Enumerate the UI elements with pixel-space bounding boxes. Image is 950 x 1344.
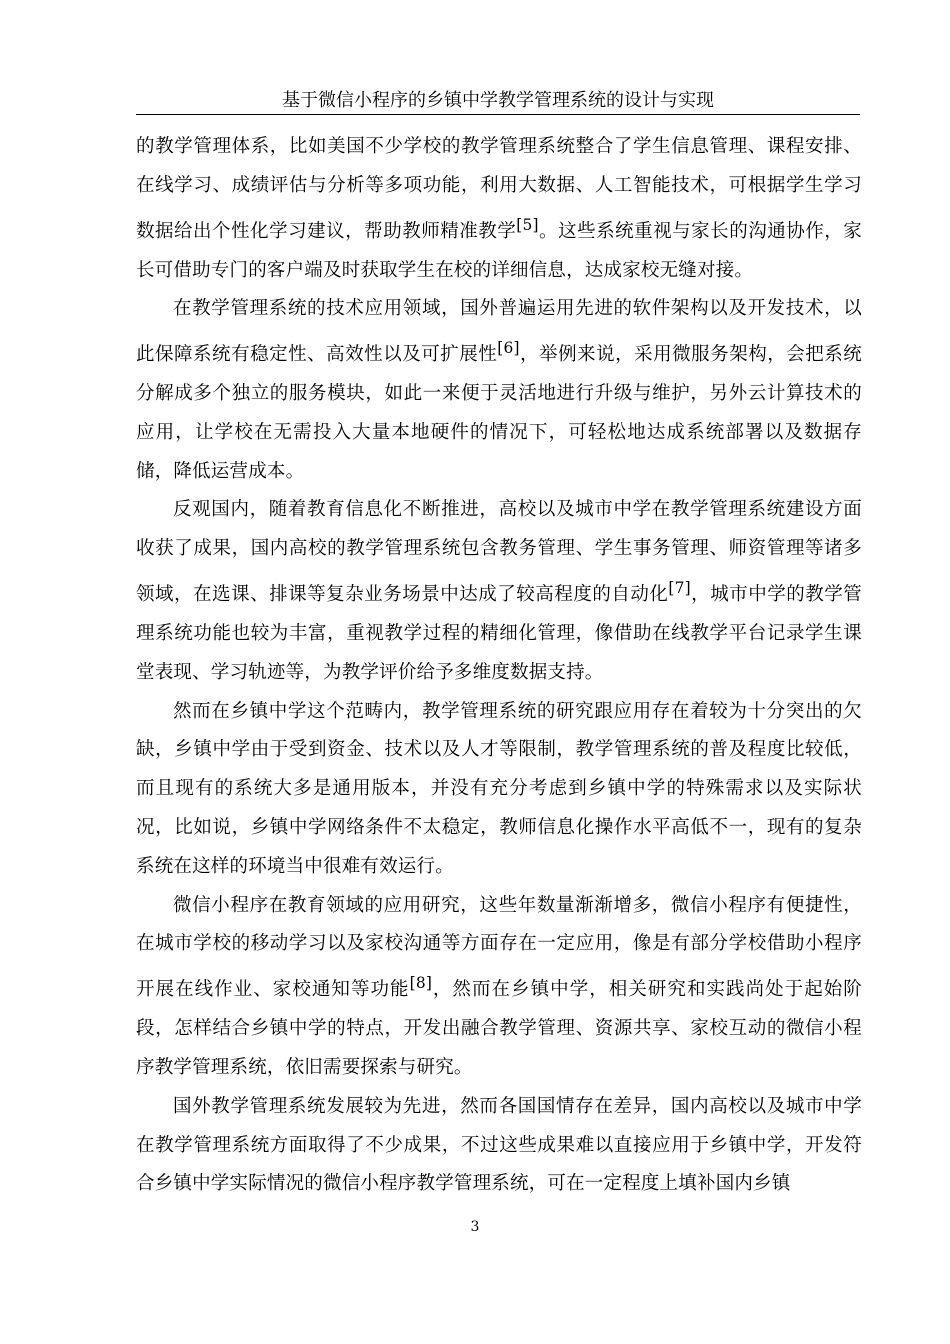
paragraph [136,1088,862,1204]
paragraph-text: 反观国内，随着教育信息化不断推进，高校以及城市中学在教学管理系统建设方面收获了成果，国内高校的教学管理系统包含教务管理、学生事务管理、师资管理等诸多领域，在选课、排课等复杂业务场景中达成了较高程度的自动化 [136,499,862,606]
paragraph [136,887,862,1088]
paragraph [136,290,862,491]
citation-marker: [5] [516,215,539,234]
body-text [136,128,862,1204]
paragraph-text: 微信小程序在教育领域的应用研究，这些年数量渐渐增多，微信小程序有便捷性，在城市学校的移动学习以及家校沟通等方面存在一定应用，像是有部分学校借助小程序开展在线作业、家校通知等功能 [136,894,862,1001]
paragraph-text: ，举例来说，采用微服务架构，会把系统分解成多个独立的服务模块，如此一来便于灵活地进行升级与维护，另外云计算技术的应用，让学校在无需投入大量本地硬件的情况下，可轻松地达成系统部署以及数据存储，降低运营成本。 [136,344,862,482]
paragraph-text: 。这些系统重视与家长的沟通协作，家长可借助专门的客户端及时获取学生在校的详细信息，达成家校无缝对接。 [136,220,862,281]
header-rule [136,114,860,115]
citation-marker: [6] [497,339,520,358]
paragraph-text: ，城市中学的教学管理系统功能也较为丰富，重视教学过程的精细化管理，像借助在线教学平台记录学生课堂表现、学习轨迹等，为教学评价给予多维度数据支持。 [136,584,862,683]
citation-marker: [8] [409,974,433,993]
paragraph-text: 然而在乡镇中学这个范畴内，教学管理系统的研究跟应用存在着较为十分突出的欠缺，乡镇中学由于受到资金、技术以及人才等限制，教学管理系统的普及程度比较低，而且现有的系统大多是通用版本，并没有充分考虑到乡镇中学的特殊需求以及实际状况，比如说，乡镇中学网络条件不太稳定，教师信息化操作水平高低不一，现有的复杂系统在这样的环境当中很难有效运行。 [136,700,862,877]
paragraph-text: 国外教学管理系统发展较为先进，然而各国国情存在差异，国内高校以及城市中学在教学管理系统方面取得了不少成果，不过这些成果难以直接应用于乡镇中学，开发符合乡镇中学实际情况的微信小程序教学管理系统，可在一定程度上填补国内乡镇 [136,1095,862,1195]
paragraph-text: 在教学管理系统的技术应用领域，国外普遍运用先进的软件架构以及开发技术，以此保障系统有稳定性、高效性以及可扩展性 [136,298,862,366]
paragraph-text: 的教学管理体系，比如美国不少学校的教学管理系统整合了学生信息管理、课程安排、在线学习、成绩评估与分析等多项功能，利用大数据、人工智能技术，可根据学生学习数据给出个性化学习建议，帮助教师精准教学 [136,136,862,242]
paragraph [136,491,862,692]
citation-marker: [7] [668,579,691,598]
paragraph [136,128,862,290]
running-header: 基于微信小程序的乡镇中学教学管理系统的设计与实现 [282,90,714,111]
paragraph [136,693,862,887]
page-number: 3 [470,1219,480,1235]
paragraph-text: ，然而在乡镇中学，相关研究和实践尚处于起始阶段，怎样结合乡镇中学的特点，开发出融合教学管理、资源共享、家校互动的微信小程序教学管理系统，依旧需要探索与研究。 [136,979,862,1078]
